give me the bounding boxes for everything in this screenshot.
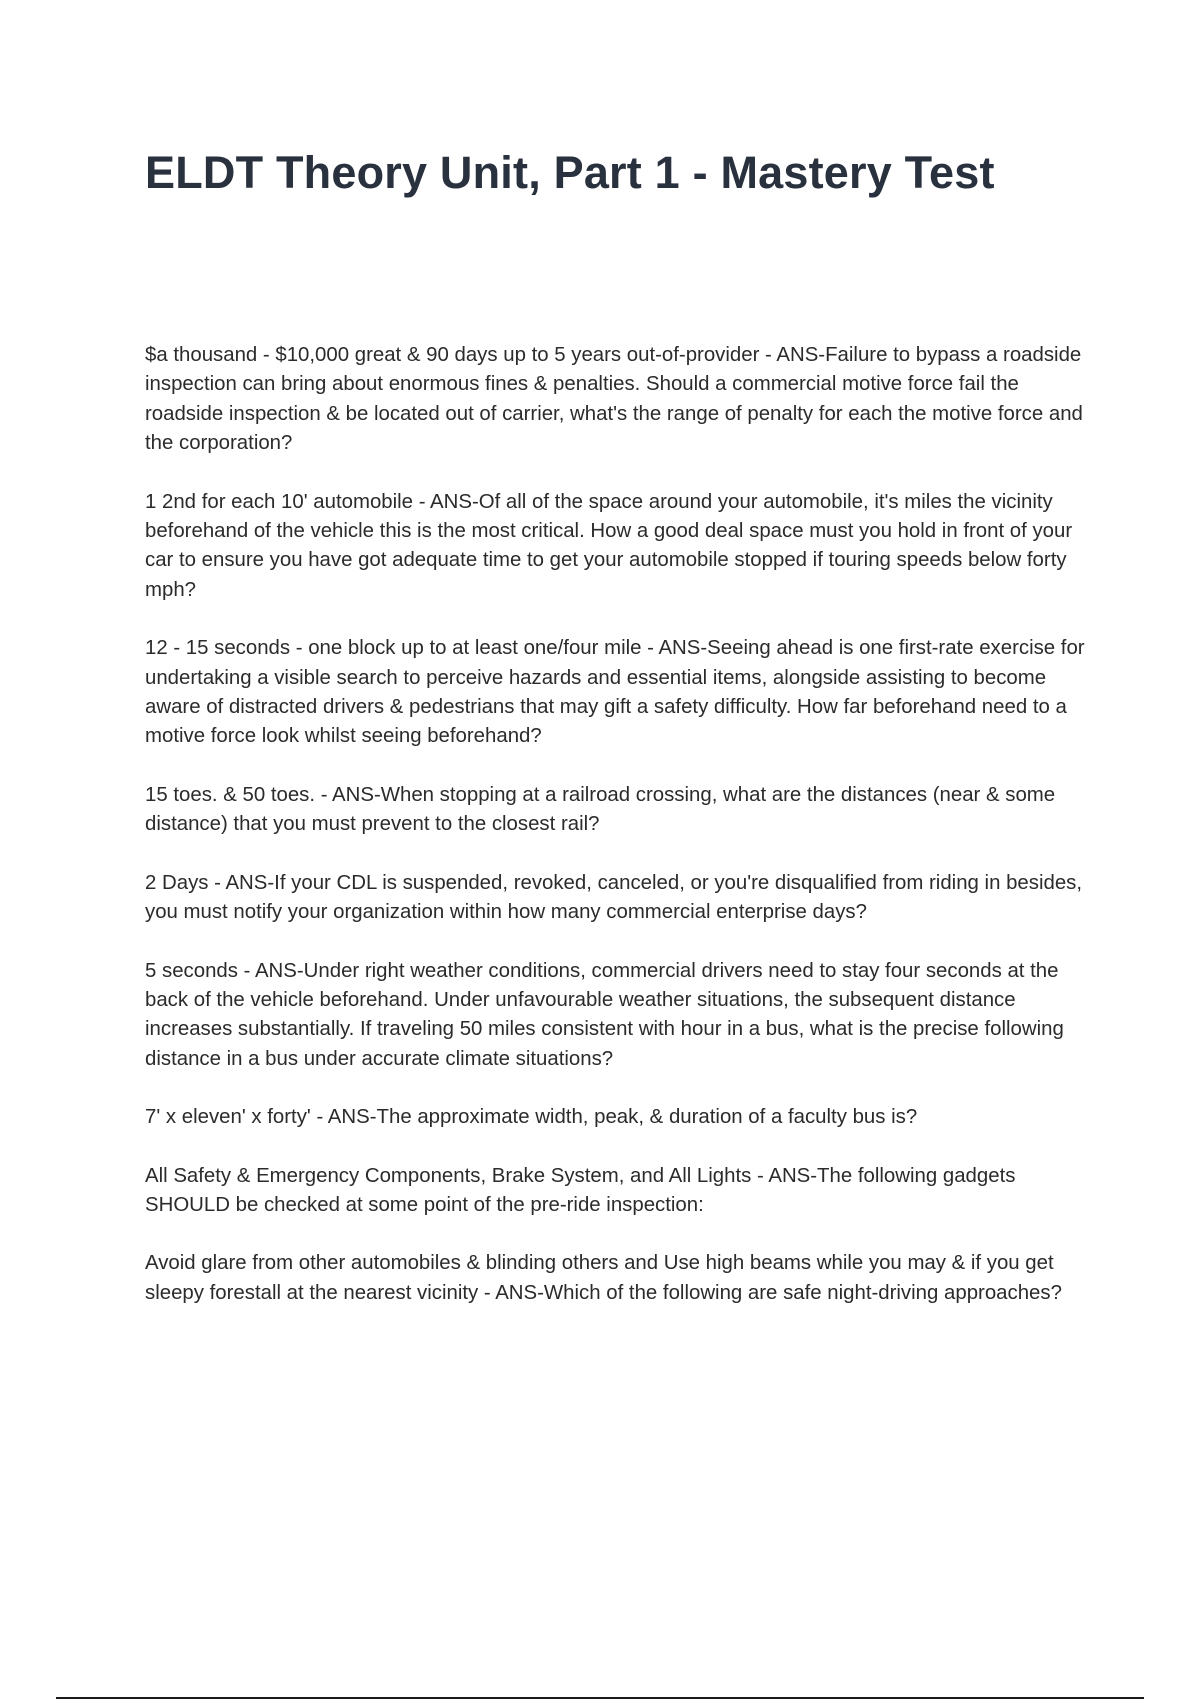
qa-item: 5 seconds - ANS-Under right weather conditions, commercial drivers need to stay four seconds at the back of the vehicle beforehand. Under unfavourable weather situations, the subsequent distance increases substantially. If traveling 50 miles consistent with hour in a bus, what is the precise following distance in a bus under accurate climate situations? bbox=[145, 959, 1064, 1070]
qa-item: All Safety & Emergency Components, Brake System, and All Lights - ANS-The following gadgets SHOULD be checked at some point of the pre-ride inspection: bbox=[145, 1164, 1016, 1216]
document-title: ELDT Theory Unit, Part 1 - Mastery Test bbox=[145, 147, 995, 198]
qa-item: 7' x eleven' x forty' - ANS-The approximate width, peak, & duration of a faculty bus is? bbox=[145, 1106, 918, 1129]
qa-item: 1 2nd for each 10' automobile - ANS-Of all of the space around your automobile, it's miles the vicinity beforehand of the vehicle this is the most critical. How a good deal space must you hold in front of your car to ensure you have got adequate time to get your automobile stopped if touring speeds below forty mph? bbox=[145, 490, 1073, 601]
qa-item: 12 - 15 seconds - one block up to at least one/four mile - ANS-Seeing ahead is one first-rate exercise for undertaking a visible search to perceive hazards and essential items, alongside assisting to become aware of distracted drivers & pedestrians that may gift a safety difficulty. How far beforehand need to a motive force look whilst seeing beforehand? bbox=[145, 637, 1085, 748]
question-answer-list bbox=[145, 341, 1091, 1337]
qa-item: $a thousand - $10,000 great & 90 days up to 5 years out-of-provider - ANS-Failure to bypass a roadside inspection can bring about enormous fines & penalties. Should a commercial motive force fail the roadside inspection & be located out of carrier, what's the range of penalty for each the motive force and the corporation? bbox=[145, 344, 1083, 455]
qa-item: 2 Days - ANS-If your CDL is suspended, revoked, canceled, or you're disqualified from riding in besides, you must notify your organization within how many commercial enterprise days? bbox=[145, 871, 1083, 924]
page-bottom-divider bbox=[56, 1697, 1144, 1699]
qa-item: Avoid glare from other automobiles & blinding others and Use high beams while you may & if you get sleepy forestall at the nearest vicinity - ANS-Which of the following are safe night-driving approaches? bbox=[145, 1252, 1062, 1304]
qa-item: 15 toes. & 50 toes. - ANS-When stopping at a railroad crossing, what are the distances (near & some distance) that you must prevent to the closest rail? bbox=[145, 783, 1056, 836]
